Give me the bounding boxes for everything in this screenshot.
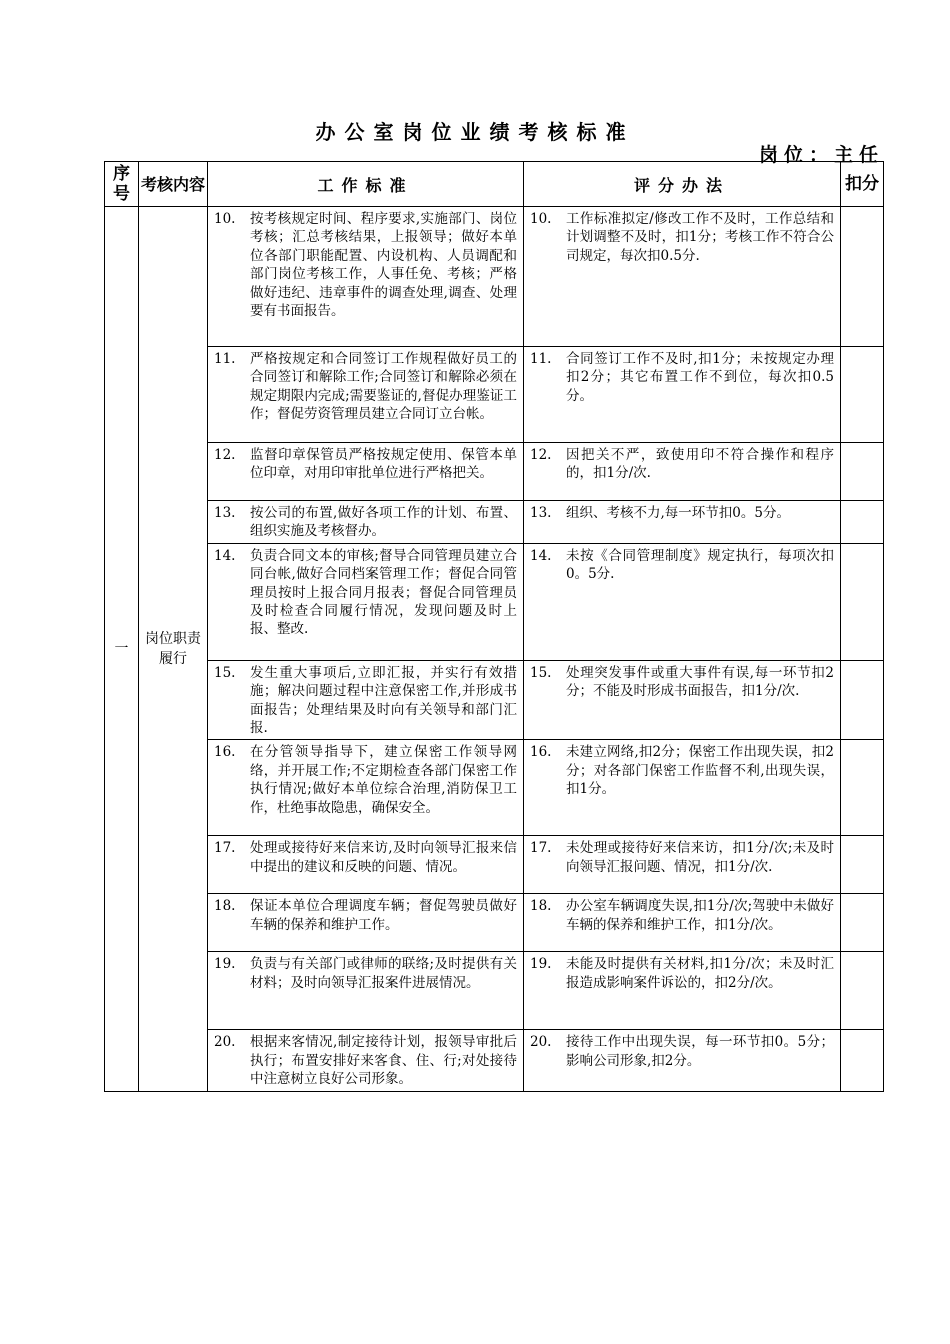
deduct-cell[interactable] — [841, 443, 884, 501]
section-content: 岗位职责履行 — [139, 207, 208, 1092]
method-number: 11. — [530, 351, 552, 367]
standard-cell — [208, 501, 524, 544]
method-text: 接待工作中出现失误，每一环节扣0。5分；影响公司形象,扣2分。 — [566, 1034, 834, 1069]
table-row — [105, 207, 884, 347]
standard-text: 保证本单位合理调度车辆；督促驾驶员做好车辆的保养和维护工作。 — [250, 898, 517, 933]
deduct-cell[interactable] — [841, 347, 884, 443]
deduct-cell[interactable] — [841, 501, 884, 544]
deduct-cell[interactable] — [841, 543, 884, 660]
method-text: 处理突发事件或重大事件有误,每一环节扣2分；不能及时形成书面报告，扣1分/次. — [566, 664, 834, 700]
method-number: 10. — [530, 211, 552, 227]
standard-text: 处理或接待好来信来访,及时向领导汇报来信中提出的建议和反映的问题、情况。 — [250, 840, 517, 875]
table-row — [105, 347, 884, 443]
deduct-cell[interactable] — [841, 660, 884, 740]
method-cell — [524, 347, 841, 443]
method-cell — [524, 443, 841, 501]
method-cell — [524, 894, 841, 952]
standard-number: 20. — [214, 1034, 236, 1051]
standard-number: 12. — [214, 447, 236, 463]
deduct-cell[interactable] — [841, 894, 884, 952]
standard-text: 根据来客情况,制定接待计划，报领导审批后执行；布置安排好来客食、住、行;对处接待中注意树立良好公司形象。 — [250, 1034, 517, 1088]
method-cell — [524, 952, 841, 1030]
table-row — [105, 894, 884, 952]
method-cell — [524, 543, 841, 660]
method-number: 12. — [530, 447, 552, 463]
document-title: 办公室岗位业绩考核标准 — [315, 120, 635, 144]
table-row — [105, 952, 884, 1030]
deduct-cell[interactable] — [841, 952, 884, 1030]
method-cell — [524, 740, 841, 836]
deduct-cell[interactable] — [841, 1030, 884, 1091]
header-method: 评分办法 — [524, 162, 841, 207]
table-row — [105, 836, 884, 894]
method-text: 办公室车辆调度失误,扣1分/次;驾驶中未做好车辆的保养和维护工作，扣1分/次。 — [566, 898, 834, 933]
standard-cell — [208, 443, 524, 501]
method-cell — [524, 660, 841, 740]
table-row — [105, 1030, 884, 1091]
standard-number: 19. — [214, 956, 236, 973]
method-number: 15. — [530, 664, 552, 681]
table-row — [105, 660, 884, 740]
method-text: 因把关不严，致使用印不符合操作和程序的，扣1分/次. — [566, 447, 834, 482]
standard-cell — [208, 660, 524, 740]
method-number: 14. — [530, 547, 552, 564]
standard-cell — [208, 894, 524, 952]
table-row — [105, 501, 884, 544]
deduct-cell[interactable] — [841, 740, 884, 836]
method-number: 17. — [530, 840, 552, 857]
method-text: 组织、考核不力,每一环节扣0。5分。 — [566, 505, 790, 521]
header-standard: 工作标准 — [208, 162, 524, 207]
standard-cell — [208, 740, 524, 836]
standard-text: 负责与有关部门或律师的联络;及时提供有关材料；及时向领导汇报案件进展情况。 — [250, 956, 517, 991]
standard-cell — [208, 836, 524, 894]
table-row — [105, 443, 884, 501]
method-number: 13. — [530, 505, 552, 521]
assessment-table — [104, 161, 884, 1092]
method-text: 工作标准拟定/修改工作不及时，工作总结和计划调整不及时，扣1分；考核工作不符合公司规定，每次扣0.5分. — [566, 211, 834, 264]
standard-text: 严格按规定和合同签订工作规程做好员工的合同签订和解除工作;合同签订和解除必须在规定期限内完成;需要鉴证的,督促办理鉴证工作；督促劳资管理员建立合同订立台帐。 — [250, 351, 517, 423]
section-seq: 一 — [105, 207, 139, 1092]
standard-number: 16. — [214, 744, 236, 761]
method-number: 18. — [530, 898, 552, 915]
method-cell — [524, 501, 841, 544]
method-text: 未处理或接待好来信来访，扣1分/次;未及时向领导汇报问题、情况，扣1分/次. — [566, 840, 834, 875]
standard-text: 发生重大事项后,立即汇报，并实行有效措施；解决问题过程中注意保密工作,并形成书面报告；处理结果及时向有关领导和部门汇报. — [250, 664, 517, 737]
standard-number: 10. — [214, 211, 236, 227]
standard-cell — [208, 543, 524, 660]
header-deduct: 扣分 — [841, 162, 884, 207]
method-cell — [524, 1030, 841, 1091]
method-text: 未按《合同管理制度》规定执行，每项次扣0。5分. — [566, 547, 834, 583]
standard-number: 14. — [214, 547, 236, 564]
standard-text: 按考核规定时间、程序要求,实施部门、岗位考核；汇总考核结果，上报领导；做好本单位各部门职能配置、内设机构、人员调配和部门岗位考核工作，人事任免、考核；严格做好违纪、违章事件的调查处理,调查、处理要有书面报告。 — [250, 211, 517, 320]
table-row — [105, 543, 884, 660]
method-number: 19. — [530, 956, 552, 973]
method-cell — [524, 836, 841, 894]
deduct-cell[interactable] — [841, 207, 884, 347]
method-cell — [524, 207, 841, 347]
standard-cell — [208, 952, 524, 1030]
standard-cell — [208, 207, 524, 347]
method-text: 合同签订工作不及时,扣1分；未按规定办理扣2分；其它布置工作不到位，每次扣0.5分。 — [566, 351, 834, 404]
header-row — [105, 162, 884, 207]
standard-number: 15. — [214, 664, 236, 681]
standard-number: 11. — [214, 351, 236, 367]
standard-number: 17. — [214, 840, 236, 857]
standard-number: 18. — [214, 898, 236, 915]
post-label: 岗位：主任 — [758, 144, 884, 166]
method-text: 未建立网络,扣2分；保密工作出现失误，扣2分；对各部门保密工作监督不利,出现失误，扣1分。 — [566, 744, 834, 798]
standard-cell — [208, 1030, 524, 1091]
header-content: 考核内容 — [139, 162, 208, 207]
standard-text: 监督印章保管员严格按规定使用、保管本单位印章，对用印审批单位进行严格把关。 — [250, 447, 517, 482]
table-row — [105, 740, 884, 836]
header-seq: 序号 — [105, 162, 139, 207]
standard-cell — [208, 347, 524, 443]
standard-text: 按公司的布置,做好各项工作的计划、布置、组织实施及考核督办。 — [250, 505, 517, 540]
deduct-cell[interactable] — [841, 836, 884, 894]
standard-number: 13. — [214, 505, 236, 521]
standard-text: 在分管领导指导下，建立保密工作领导网络，并开展工作;不定期检查各部门保密工作执行情况;做好本单位综合治理,消防保卫工作，杜绝事故隐患，确保安全。 — [250, 744, 517, 816]
method-number: 16. — [530, 744, 552, 761]
method-text: 未能及时提供有关材料,扣1分/次；未及时汇报造成影响案件诉讼的，扣2分/次。 — [566, 956, 834, 991]
standard-text: 负责合同文本的审核;督导合同管理员建立合同台帐,做好合同档案管理工作；督促合同管理员按时上报合同月报表；督促合同管理员及时检查合同履行情况，发现问题及时上报、整改. — [250, 547, 517, 638]
method-number: 20. — [530, 1034, 552, 1051]
